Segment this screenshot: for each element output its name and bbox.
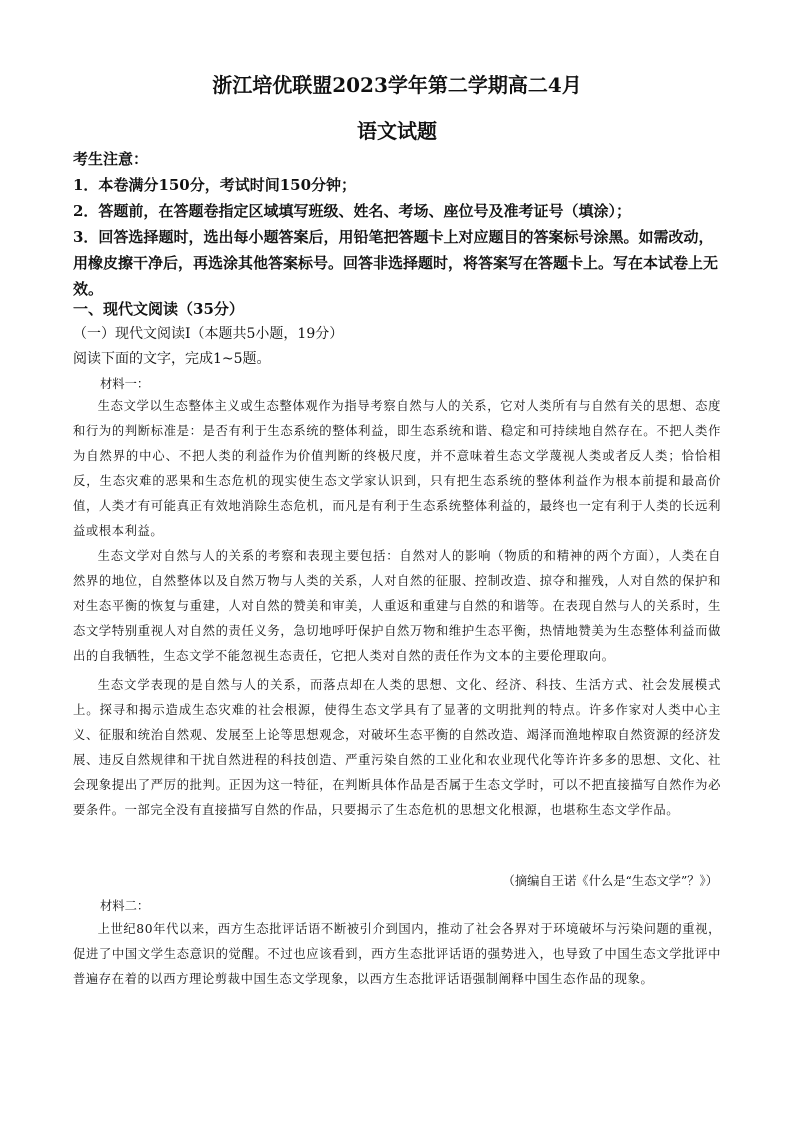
notice-item-3: 3．回答选择题时，选出每小题答案后，用铅笔把答题卡上对应题目的答案标号涂黑。如需改动，用橡皮擦干净后，再选涂其他答案标号。回答非选择题时，将答案写在答题卡上。写在本试卷上无效。: [73, 228, 719, 298]
material-1-paragraph: 生态文学以生态整体主义或生态整体观作为指导考察自然与人的关系，它对人类所有与自然有关的思想、态度和行为的判断标准是：是否有利于生态系统的整体利益，即生态系统和谐、稳定和可持续地自然存在。不把人类作为自然界的中心、不把人类的利益作为价值判断的终极尺度，并不意味着生态文学蔑视人类或者反人类；恰恰相反，生态灾难的恶果和生态危机的现实使生态文学家认识到，只有把生态系统的整体利益作为根本前提和最高价值，人类才有可能真正有效地消除生态危机，而凡是有利于生态系统整体利益的，最终也一定有利于人类的长远利益或根本利益。: [73, 399, 721, 538]
material-1-source: （摘编自王诺《什么是“生态文学”？》）: [502, 874, 718, 888]
material-2-label: 材料二：: [100, 899, 150, 913]
material-1-label: 材料一：: [100, 377, 150, 391]
notice-item-1: 1．本卷满分150分，考试时间150分钟；: [73, 176, 357, 194]
subsection-heading: （一）现代文阅读Ⅰ（本题共5小题，19分）: [73, 326, 344, 342]
material-1-paragraph: 生态文学对自然与人的关系的考察和表现主要包括：自然对人的影响（物质的和精神的两个方面），人类在自然界的地位，自然整体以及自然万物与人类的关系，人对自然的征服、控制改造、掠夺和摧残，人对自然的保护和对生态平衡的恢复与重建，人对自然的赞美和审美，人重返和重建与自然的和谐等。在表现自然与人的关系时，生态文学特别重视人对自然的责任义务，急切地呼吁保护自然万物和维护生态平衡，热情地赞美为生态整体利益而做出的自我牺牲，生态文学不能忽视生态责任，它把人类对自然的责任作为文本的主要伦理取向。: [73, 549, 721, 663]
exam-title: 浙江培优联盟2023学年第二学期高二4月: [212, 73, 582, 97]
material-1-paragraph: 生态文学表现的是自然与人的关系，而落点却在人类的思想、文化、经济、科技、生活方式、社会发展模式上。探寻和揭示造成生态灾难的社会根源，使得生态文学具有了显著的文明批判的特点。许多作家对人类中心主义、征服和统治自然观、发展至上论等思想观念，对破坏生态平衡的自然改造、竭泽而渔地榨取自然资源的经济发展、违反自然规律和干扰自然进程的科技创造、严重污染自然的工业化和农业现代化等许许多多的思想、文化、社会现象提出了严厉的批判。正因为这一特征，在判断具体作品是否属于生态文学时，可以不把直接描写自然作为必要条件。一部完全没有直接描写自然的作品，只要揭示了生态危机的思想文化根源，也堪称生态文学作品。: [73, 678, 721, 817]
notice-item-2: 2．答题前，在答题卷指定区域填写班级、姓名、考场、座位号及准考证号（填涂）；: [73, 202, 631, 220]
material-1-body: [73, 394, 721, 823]
exam-subtitle: 语文试题: [357, 119, 437, 143]
section-heading: 一、现代文阅读（35分）: [73, 300, 244, 318]
material-2-body: [73, 917, 721, 992]
candidate-notice: [73, 146, 723, 302]
reading-instruction: 阅读下面的文字，完成1~5题。: [73, 351, 271, 367]
notice-heading: 考生注意：: [73, 150, 149, 168]
material-2-paragraph: 上世纪80年代以来，西方生态批评话语不断被引介到国内，推动了社会各界对于环境破坏与污染问题的重视，促进了中国文学生态意识的觉醒。不过也应该看到，西方生态批评话语的强势进入，也导致了中国生态文学批评中普遍存在着的以西方理论剪裁中国生态文学现象，以西方生态批评话语强制阐释中国生态作品的现象。: [73, 922, 721, 986]
